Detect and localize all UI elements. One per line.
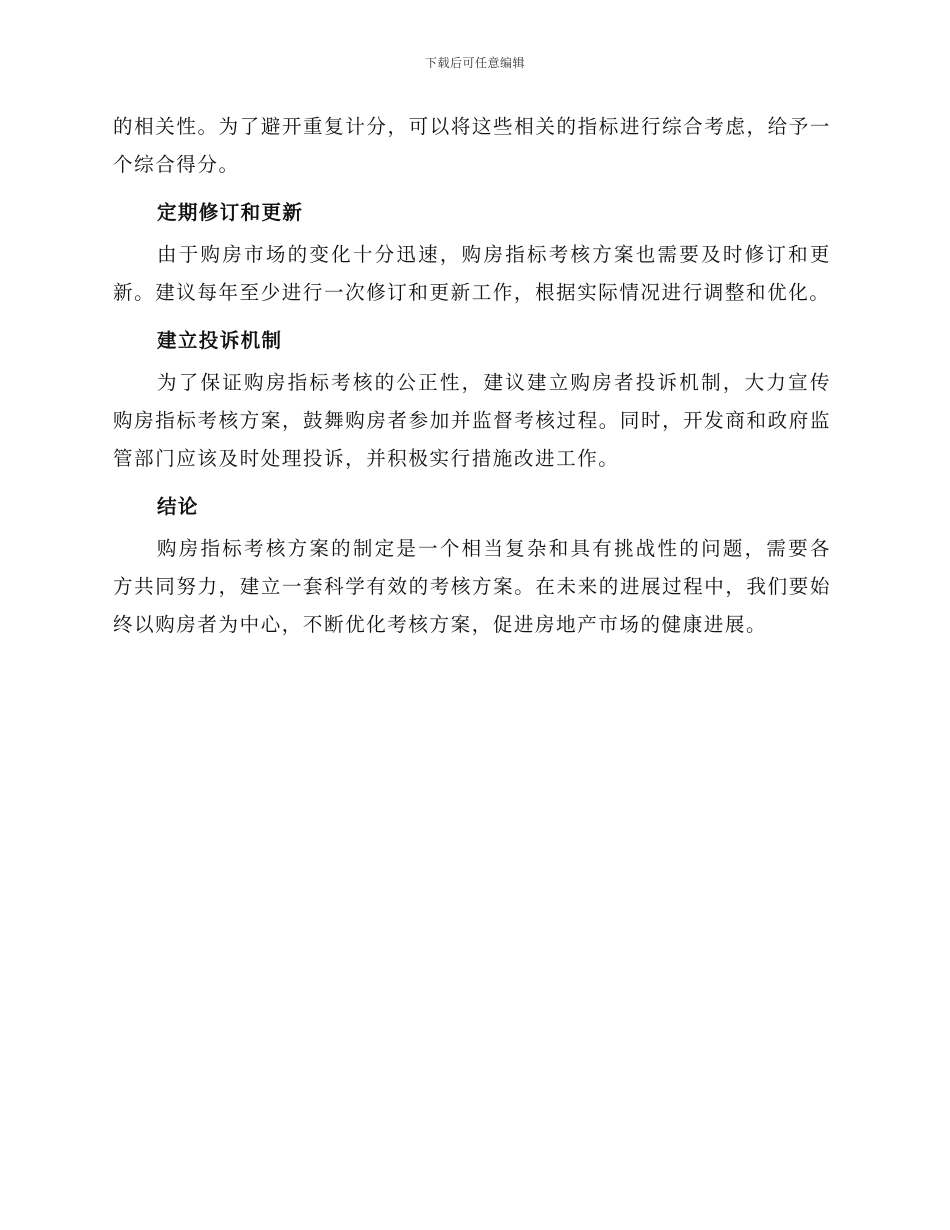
revision-paragraph: 由于购房市场的变化十分迅速，购房指标考核方案也需要及时修订和更新。建议每年至少进行一次修订和更新工作，根据实际情况进行调整和优化。	[113, 243, 831, 304]
conclusion-heading: 结论	[157, 495, 199, 518]
complaint-paragraph: 为了保证购房指标考核的公正性，建议建立购房者投诉机制，大力宣传购房指标考核方案，鼓舞购房者参加并监督考核过程。同时，开发商和政府监管部门应该及时处理投诉，并积极实行措施改进工作。	[113, 371, 831, 470]
page-header-note: 下载后可任意编辑	[424, 56, 525, 70]
revision-heading: 定期修订和更新	[157, 201, 304, 224]
complaint-heading: 建立投诉机制	[157, 329, 283, 352]
conclusion-paragraph: 购房指标考核方案的制定是一个相当复杂和具有挑战性的问题，需要各方共同努力，建立一套科学有效的考核方案。在未来的进展过程中，我们要始终以购房者为中心，不断优化考核方案，促进房地产市场的健康进展。	[113, 537, 831, 636]
intro-paragraph: 的相关性。为了避开重复计分，可以将这些相关的指标进行综合考虑，给予一个综合得分。	[113, 115, 831, 176]
document-body	[113, 108, 831, 644]
